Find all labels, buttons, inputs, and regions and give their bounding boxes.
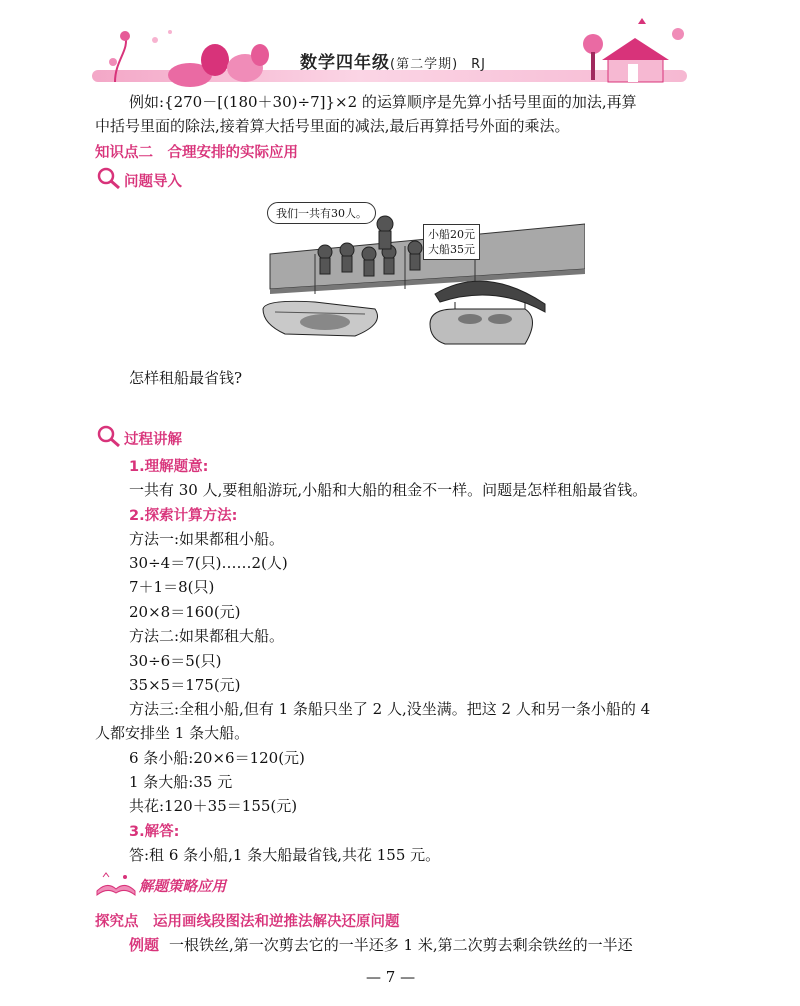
method3-calc3: 共花:120＋35＝155(元) bbox=[129, 797, 298, 815]
example-text: 一根铁丝,第一次剪去它的一半还多 1 米,第二次剪去剩余铁丝的一半还 bbox=[169, 936, 633, 954]
method3-calc1: 6 条小船:20×6＝120(元) bbox=[129, 749, 305, 767]
method1-calc3: 20×8＝160(元) bbox=[129, 603, 241, 621]
method2-calc2: 35×5＝175(元) bbox=[129, 676, 241, 694]
step1-text: 一共有 30 人,要租船游玩,小船和大船的租金不一样。问题是怎样租船最省钱。 bbox=[129, 481, 648, 499]
step1-title: 1.理解题意: bbox=[129, 459, 209, 475]
page-header-title bbox=[300, 48, 486, 73]
header-title-main: 数学四年级 bbox=[300, 53, 390, 73]
method2-text: 方法二:如果都租大船。 bbox=[129, 627, 285, 645]
method1-calc1: 30÷4＝7(只)……2(人) bbox=[129, 554, 288, 572]
method3-line1: 方法三:全租小船,但有 1 条船只坐了 2 人,没坐满。把这 2 人和另一条小船的 4 bbox=[129, 700, 651, 718]
method1-calc2: 7＋1＝8(只) bbox=[129, 578, 215, 596]
header-edition: RJ bbox=[471, 57, 486, 72]
header-subtitle: (第二学期) bbox=[390, 57, 459, 72]
process-heading: 过程讲解 bbox=[124, 432, 182, 448]
method1-text: 方法一:如果都租小船。 bbox=[129, 530, 285, 548]
method3-line2: 人都安排坐 1 条大船。 bbox=[95, 724, 250, 742]
question-intro-heading: 问题导入 bbox=[124, 174, 182, 190]
speech-bubble: 我们一共有30人。 bbox=[267, 202, 376, 224]
step2-title: 2.探索计算方法: bbox=[129, 508, 238, 524]
intro-line-1: 例如:{270－[(180＋30)÷7]}×2 的运算顺序是先算小括号里面的加法,再算 bbox=[129, 93, 637, 111]
intro-line-2: 中括号里面的除法,接着算大括号里面的减法,最后再算括号外面的乘法。 bbox=[95, 117, 570, 135]
price-sign bbox=[423, 224, 480, 260]
price-sign-small: 小船20元 bbox=[428, 228, 475, 241]
price-sign-large: 大船35元 bbox=[428, 243, 475, 256]
magnifier-icon bbox=[96, 424, 122, 448]
example-line bbox=[129, 934, 633, 956]
step3-title: 3.解答: bbox=[129, 824, 180, 840]
question-text: 怎样租船最省钱? bbox=[129, 369, 243, 387]
boat-rental-illustration bbox=[255, 194, 585, 359]
knowledge-point-title: 知识点二 合理安排的实际应用 bbox=[95, 145, 298, 161]
page-number: — 7 — bbox=[366, 968, 416, 986]
magnifier-icon bbox=[96, 166, 122, 190]
answer-text: 答:租 6 条小船,1 条大船最省钱,共花 155 元。 bbox=[129, 846, 441, 864]
header-left-decoration bbox=[95, 20, 295, 88]
explore-point-title: 探究点 运用画线段图法和逆推法解决还原问题 bbox=[95, 914, 400, 930]
method3-calc2: 1 条大船:35 元 bbox=[129, 773, 233, 791]
strategy-heading: 解题策略应用 bbox=[139, 879, 226, 895]
example-label: 例题 bbox=[129, 936, 160, 954]
header-right-decoration bbox=[578, 14, 693, 86]
open-book-icon bbox=[95, 871, 137, 897]
method2-calc1: 30÷6＝5(只) bbox=[129, 652, 222, 670]
